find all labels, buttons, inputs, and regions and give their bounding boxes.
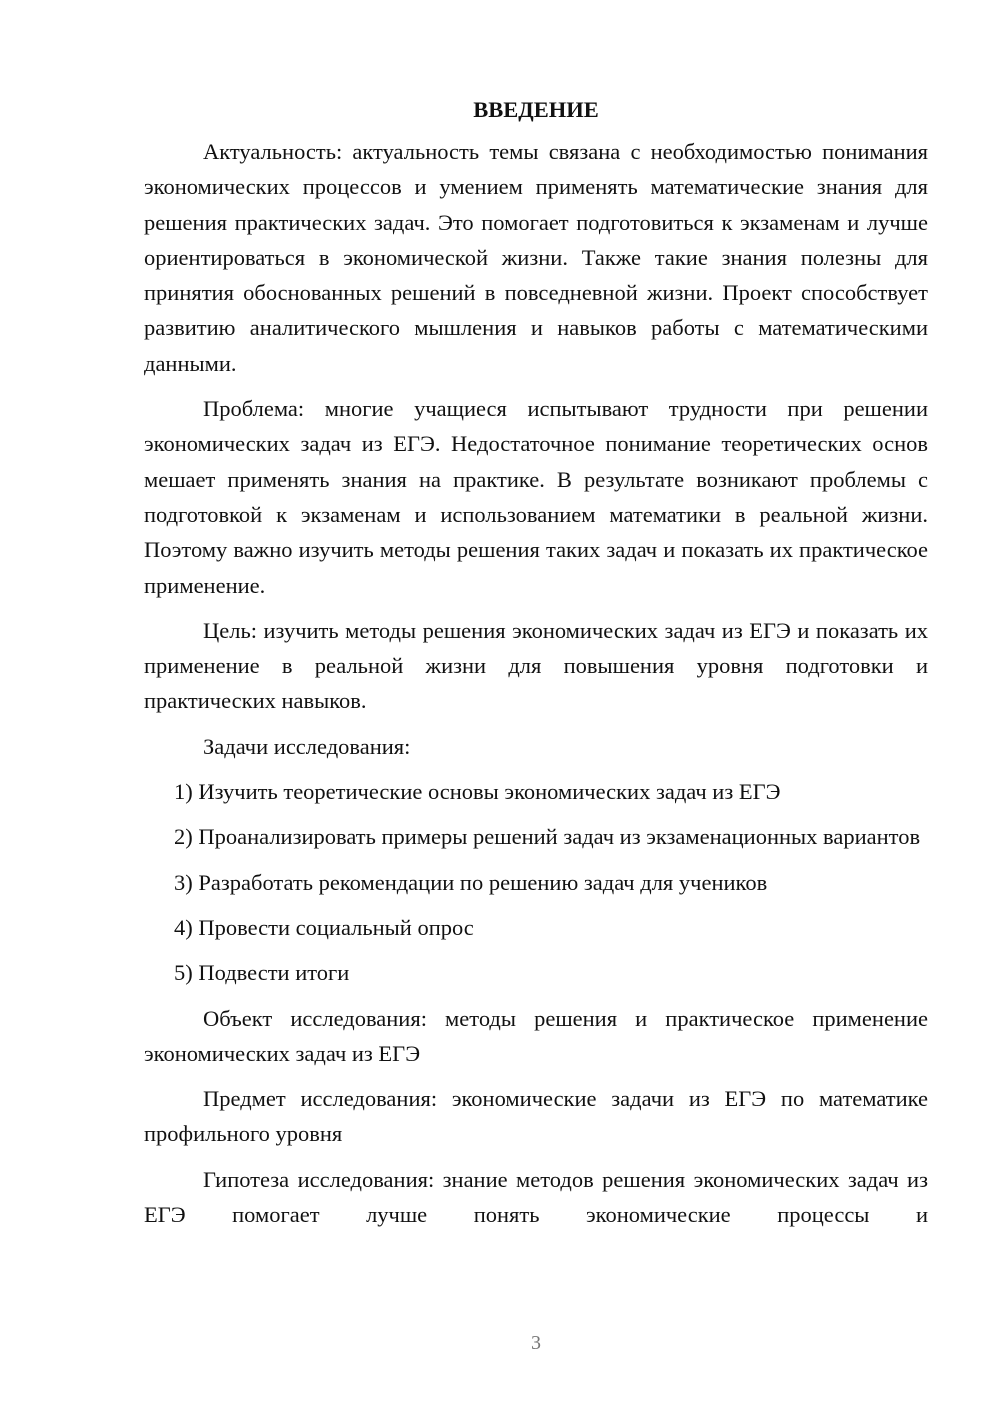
task-item-1: 1) Изучить теоретические основы экономических задач из ЕГЭ <box>174 779 781 805</box>
task-item-4: 4) Провести социальный опрос <box>174 914 474 940</box>
subject-paragraph: Предмет исследования: экономические задачи из ЕГЭ по математике профильного уровня <box>144 1086 928 1147</box>
goal-paragraph: Цель: изучить методы решения экономических задач из ЕГЭ и показать их применение в реальной жизни для повышения уровня подготовки и практических навыков. <box>144 617 928 714</box>
task-item-2: 2) Проанализировать примеры решений задач из экзаменационных вариантов <box>174 824 921 850</box>
tasks-heading: Задачи исследования: <box>203 733 411 759</box>
hypothesis-paragraph: Гипотеза исследования: знание методов решения экономических задач из ЕГЭ помогает лучше понять экономические процессы и <box>144 1166 928 1228</box>
section-title: ВВЕДЕНИЕ <box>473 97 599 122</box>
task-item-3: 3) Разработать рекомендации по решению задач для учеников <box>174 869 768 895</box>
task-item-5: 5) Подвести итоги <box>174 960 350 986</box>
document-page <box>144 92 928 1242</box>
problem-paragraph: Проблема: многие учащиеся испытывают трудности при решении экономических задач из ЕГЭ. Недостаточное понимание теоретических основ мешает применять знания на практике. В результате возникают проблемы с подготовкой к экзаменам и использованием математики в реальной жизни. Поэтому важно изучить методы решения таких задач и показать их практическое применение. <box>144 396 928 598</box>
object-paragraph: Объект исследования: методы решения и практическое применение экономических задач из ЕГЭ <box>144 1005 928 1066</box>
page-number: 3 <box>531 1332 541 1354</box>
relevance-paragraph: Актуальность: актуальность темы связана с необходимостью понимания экономических процессов и умением применять математические знания для решения практических задач. Это помогает подготовиться к экзаменам и лучше ориентироваться в экономической жизни. Также такие знания полезны для принятия обоснованных решений в повседневной жизни. Проект способствует развитию аналитического мышления и навыков работы с математическими данными. <box>144 139 928 376</box>
